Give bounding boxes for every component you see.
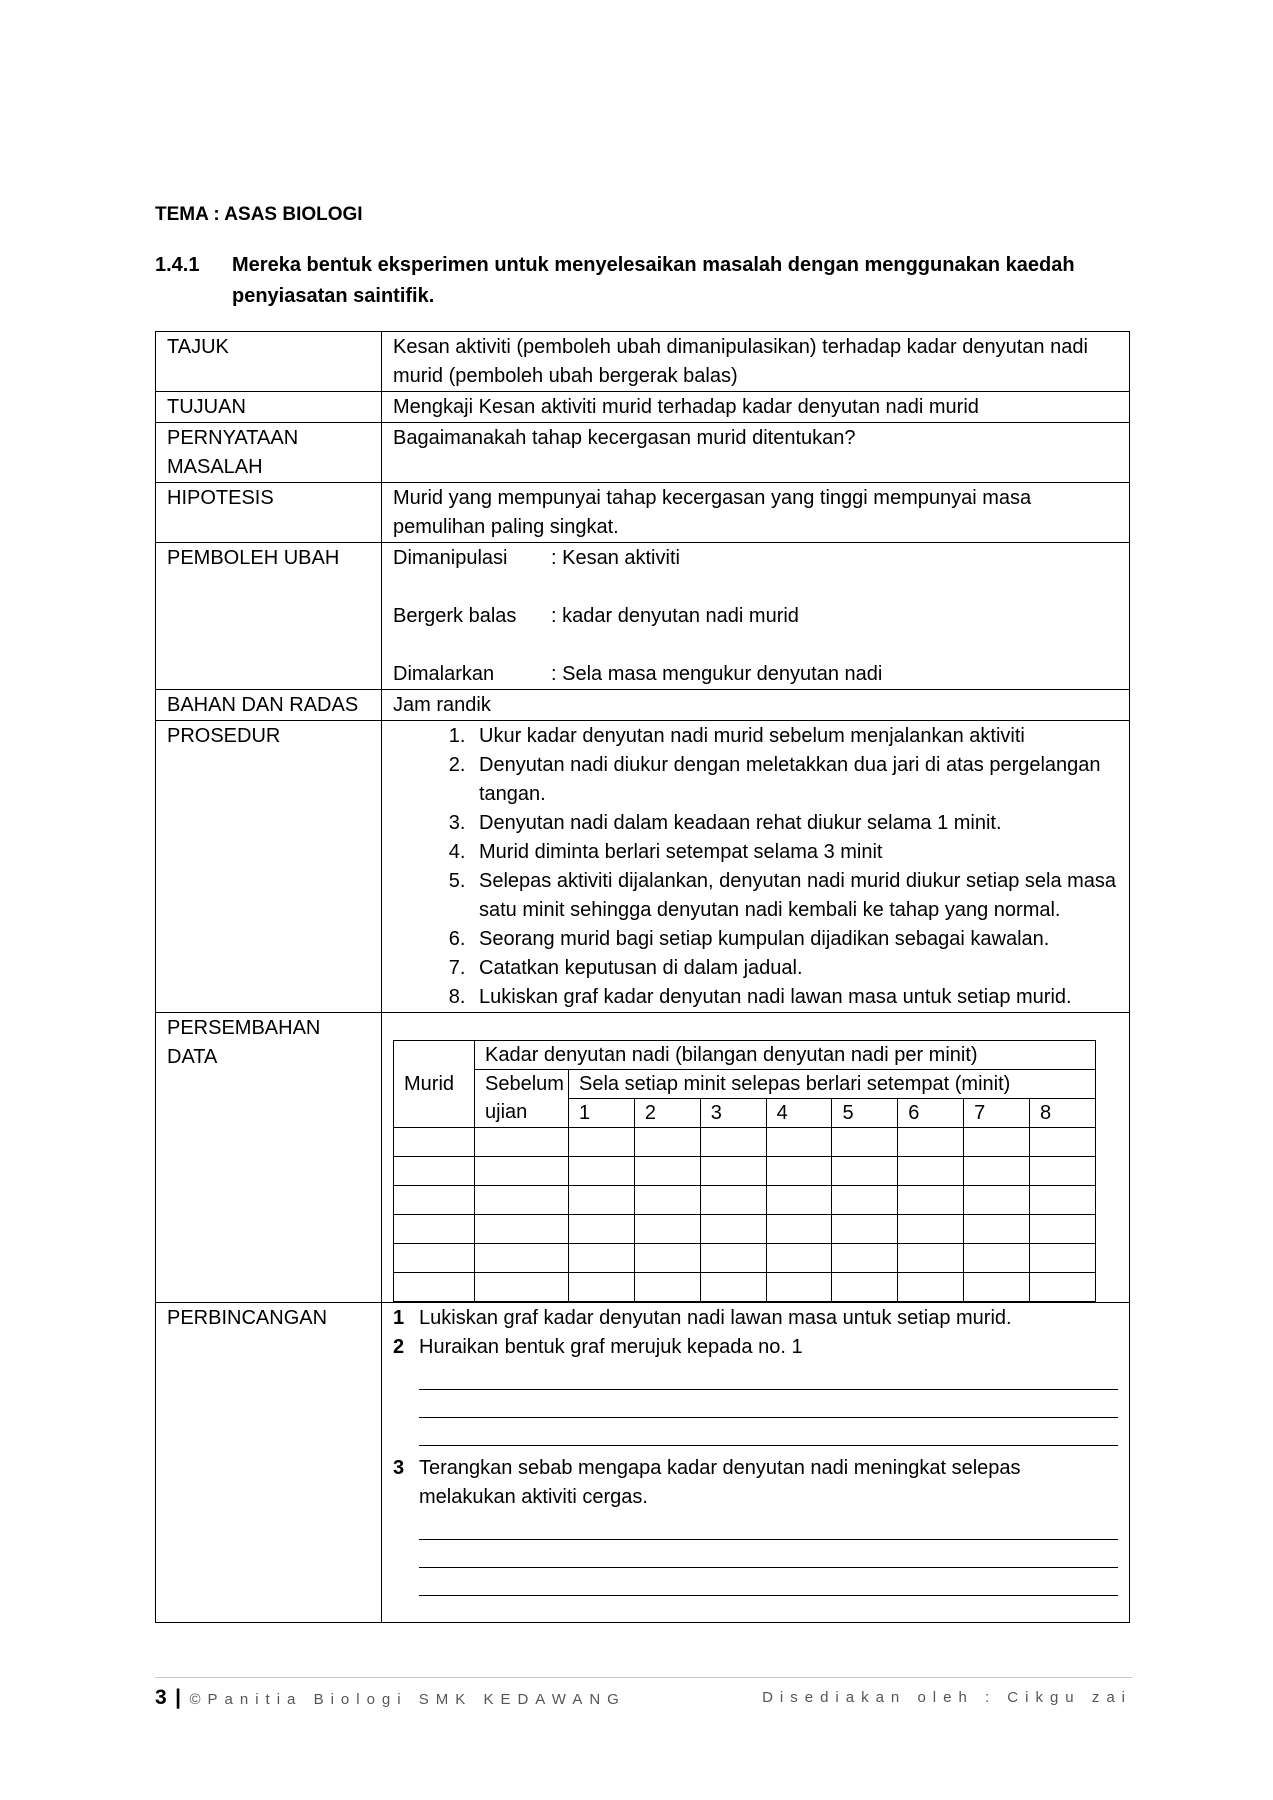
- row-prosedur: [156, 721, 1130, 1013]
- label-prosedur: PROSEDUR: [156, 721, 382, 1013]
- minute-header: 6: [898, 1099, 964, 1128]
- label-tujuan: TUJUAN: [156, 392, 382, 423]
- col-murid-header: Murid: [394, 1041, 475, 1128]
- experiment-table: [155, 331, 1130, 1623]
- table-row: [394, 1128, 1096, 1157]
- footer-author: Disediakan oleh : Cikgu zai: [762, 1689, 1132, 1706]
- answer-line[interactable]: [419, 1568, 1118, 1596]
- value-bahan-radas: Jam randik: [382, 690, 1130, 721]
- question-1-number: 1: [393, 1307, 405, 1329]
- row-tajuk: [156, 332, 1130, 392]
- page-footer: [155, 1686, 1132, 1716]
- label-persembahan-line1: PERSEMBAHAN: [167, 1017, 321, 1039]
- label-tajuk: TAJUK: [156, 332, 382, 392]
- value-prosedur: [382, 721, 1130, 1013]
- footer-separator: |: [175, 1686, 182, 1709]
- label-bahan-radas: BAHAN DAN RADAS: [156, 690, 382, 721]
- variable-constant: [393, 660, 1118, 689]
- question-1-text: Lukiskan graf kadar denyutan nadi lawan masa untuk setiap murid.: [419, 1307, 1012, 1329]
- answer-line[interactable]: [419, 1540, 1118, 1568]
- procedure-step: 6. Seorang murid bagi setiap kumpulan dijadikan sebagai kawalan.: [471, 925, 1118, 954]
- value-perbincangan: [382, 1303, 1130, 1623]
- variable-responding-name: Bergerk balas: [393, 605, 517, 627]
- question-2: [393, 1333, 1118, 1362]
- sebelum-line2: ujian: [485, 1101, 528, 1123]
- label-pernyataan-masalah: [156, 423, 382, 483]
- variable-manipulated: [393, 544, 1118, 573]
- value-hipotesis: Murid yang mempunyai tahap kecergasan yang tinggi mempunyai masa pemulihan paling singkat.: [382, 483, 1130, 543]
- procedure-step: 8. Lukiskan graf kadar denyutan nadi lawan masa untuk setiap murid.: [471, 983, 1118, 1012]
- value-pemboleh-ubah: [382, 543, 1130, 690]
- table-row: [394, 1244, 1096, 1273]
- table-row: [394, 1273, 1096, 1302]
- label-hipotesis: HIPOTESIS: [156, 483, 382, 543]
- label-perbincangan: PERBINCANGAN: [156, 1303, 382, 1623]
- row-perbincangan: [156, 1303, 1130, 1623]
- table-row: [394, 1215, 1096, 1244]
- question-3-text: Terangkan sebab mengapa kadar denyutan nadi meningkat selepas melakukan aktiviti cergas.: [419, 1457, 1021, 1508]
- page-number: 3: [155, 1686, 167, 1709]
- footer-divider: [155, 1677, 1132, 1678]
- procedure-step: 7. Catatkan keputusan di dalam jadual.: [471, 954, 1118, 983]
- section-number: 1.4.1: [155, 254, 200, 276]
- label-pemboleh-ubah: PEMBOLEH UBAH: [156, 543, 382, 690]
- label-pernyataan-line1: PERNYATAAN: [167, 427, 299, 449]
- value-pernyataan-masalah: Bagaimanakah tahap kecergasan murid ditentukan?: [382, 423, 1130, 483]
- theme-title: TEMA : ASAS BIOLOGI: [155, 204, 363, 225]
- row-bahan-radas: [156, 690, 1130, 721]
- procedure-step: 5. Selepas aktiviti dijalankan, denyutan nadi murid diukur setiap sela masa satu minit sehingga denyutan nadi kembali ke tahap yang normal.: [471, 867, 1118, 925]
- sebelum-header: [475, 1070, 569, 1128]
- answer-line[interactable]: [419, 1418, 1118, 1446]
- sebelum-line1: Sebelum: [485, 1073, 564, 1095]
- label-pernyataan-line2: MASALAH: [167, 456, 263, 478]
- question-1: [393, 1304, 1118, 1333]
- value-tajuk: Kesan aktiviti (pemboleh ubah dimanipulasikan) terhadap kadar denyutan nadi murid (pemboleh ubah bergerak balas): [382, 332, 1130, 392]
- answer-line[interactable]: [419, 1362, 1118, 1390]
- row-tujuan: [156, 392, 1130, 423]
- procedure-list: [393, 722, 1118, 1012]
- answer-line[interactable]: [419, 1390, 1118, 1418]
- procedure-step: 1. Ukur kadar denyutan nadi murid sebelum menjalankan aktiviti: [471, 722, 1118, 751]
- variable-constant-name: Dimalarkan: [393, 663, 495, 685]
- kadar-header: Kadar denyutan nadi (bilangan denyutan nadi per minit): [475, 1041, 1096, 1070]
- minute-header: 8: [1030, 1099, 1096, 1128]
- variable-responding: [393, 602, 1118, 631]
- value-persembahan-data: [382, 1013, 1130, 1303]
- section-title: Mereka bentuk eksperimen untuk menyelesaikan masalah dengan menggunakan kaedah penyiasatan saintifik.: [232, 254, 1075, 307]
- question-2-number: 2: [393, 1336, 405, 1358]
- row-persembahan-data: [156, 1013, 1130, 1303]
- value-tujuan: Mengkaji Kesan aktiviti murid terhadap kadar denyutan nadi murid: [382, 392, 1130, 423]
- footer-credit: ©Panitia Biologi SMK KEDAWANG: [189, 1691, 626, 1708]
- row-hipotesis: [156, 483, 1130, 543]
- row-pemboleh-ubah: [156, 543, 1130, 690]
- minute-header: 7: [964, 1099, 1030, 1128]
- question-3-number: 3: [393, 1457, 405, 1479]
- minute-header: 3: [700, 1099, 766, 1128]
- variable-manipulated-name: Dimanipulasi: [393, 547, 508, 569]
- minute-header: 4: [766, 1099, 832, 1128]
- procedure-step: 2. Denyutan nadi diukur dengan meletakkan dua jari di atas pergelangan tangan.: [471, 751, 1118, 809]
- table-row: [394, 1186, 1096, 1215]
- row-pernyataan-masalah: [156, 423, 1130, 483]
- label-persembahan-data: [156, 1013, 382, 1303]
- sela-header: Sela setiap minit selepas berlari setempat (minit): [569, 1070, 1096, 1099]
- question-3: [393, 1454, 1118, 1512]
- variable-constant-value: : Sela masa mengukur denyutan nadi: [551, 663, 883, 685]
- variable-responding-value: : kadar denyutan nadi murid: [551, 605, 799, 627]
- question-2-text: Huraikan bentuk graf merujuk kepada no. 1: [419, 1336, 803, 1358]
- pulse-data-table: [393, 1040, 1096, 1302]
- table-row: [394, 1157, 1096, 1186]
- minute-header: 2: [634, 1099, 700, 1128]
- minute-header: 1: [569, 1099, 635, 1128]
- variable-manipulated-value: : Kesan aktiviti: [551, 547, 680, 569]
- procedure-step: 3. Denyutan nadi dalam keadaan rehat diukur selama 1 minit.: [471, 809, 1118, 838]
- minute-header: 5: [832, 1099, 898, 1128]
- procedure-step: 4. Murid diminta berlari setempat selama 3 minit: [471, 838, 1118, 867]
- label-persembahan-line2: DATA: [167, 1046, 218, 1068]
- section-heading: [155, 250, 1115, 312]
- answer-line[interactable]: [419, 1512, 1118, 1540]
